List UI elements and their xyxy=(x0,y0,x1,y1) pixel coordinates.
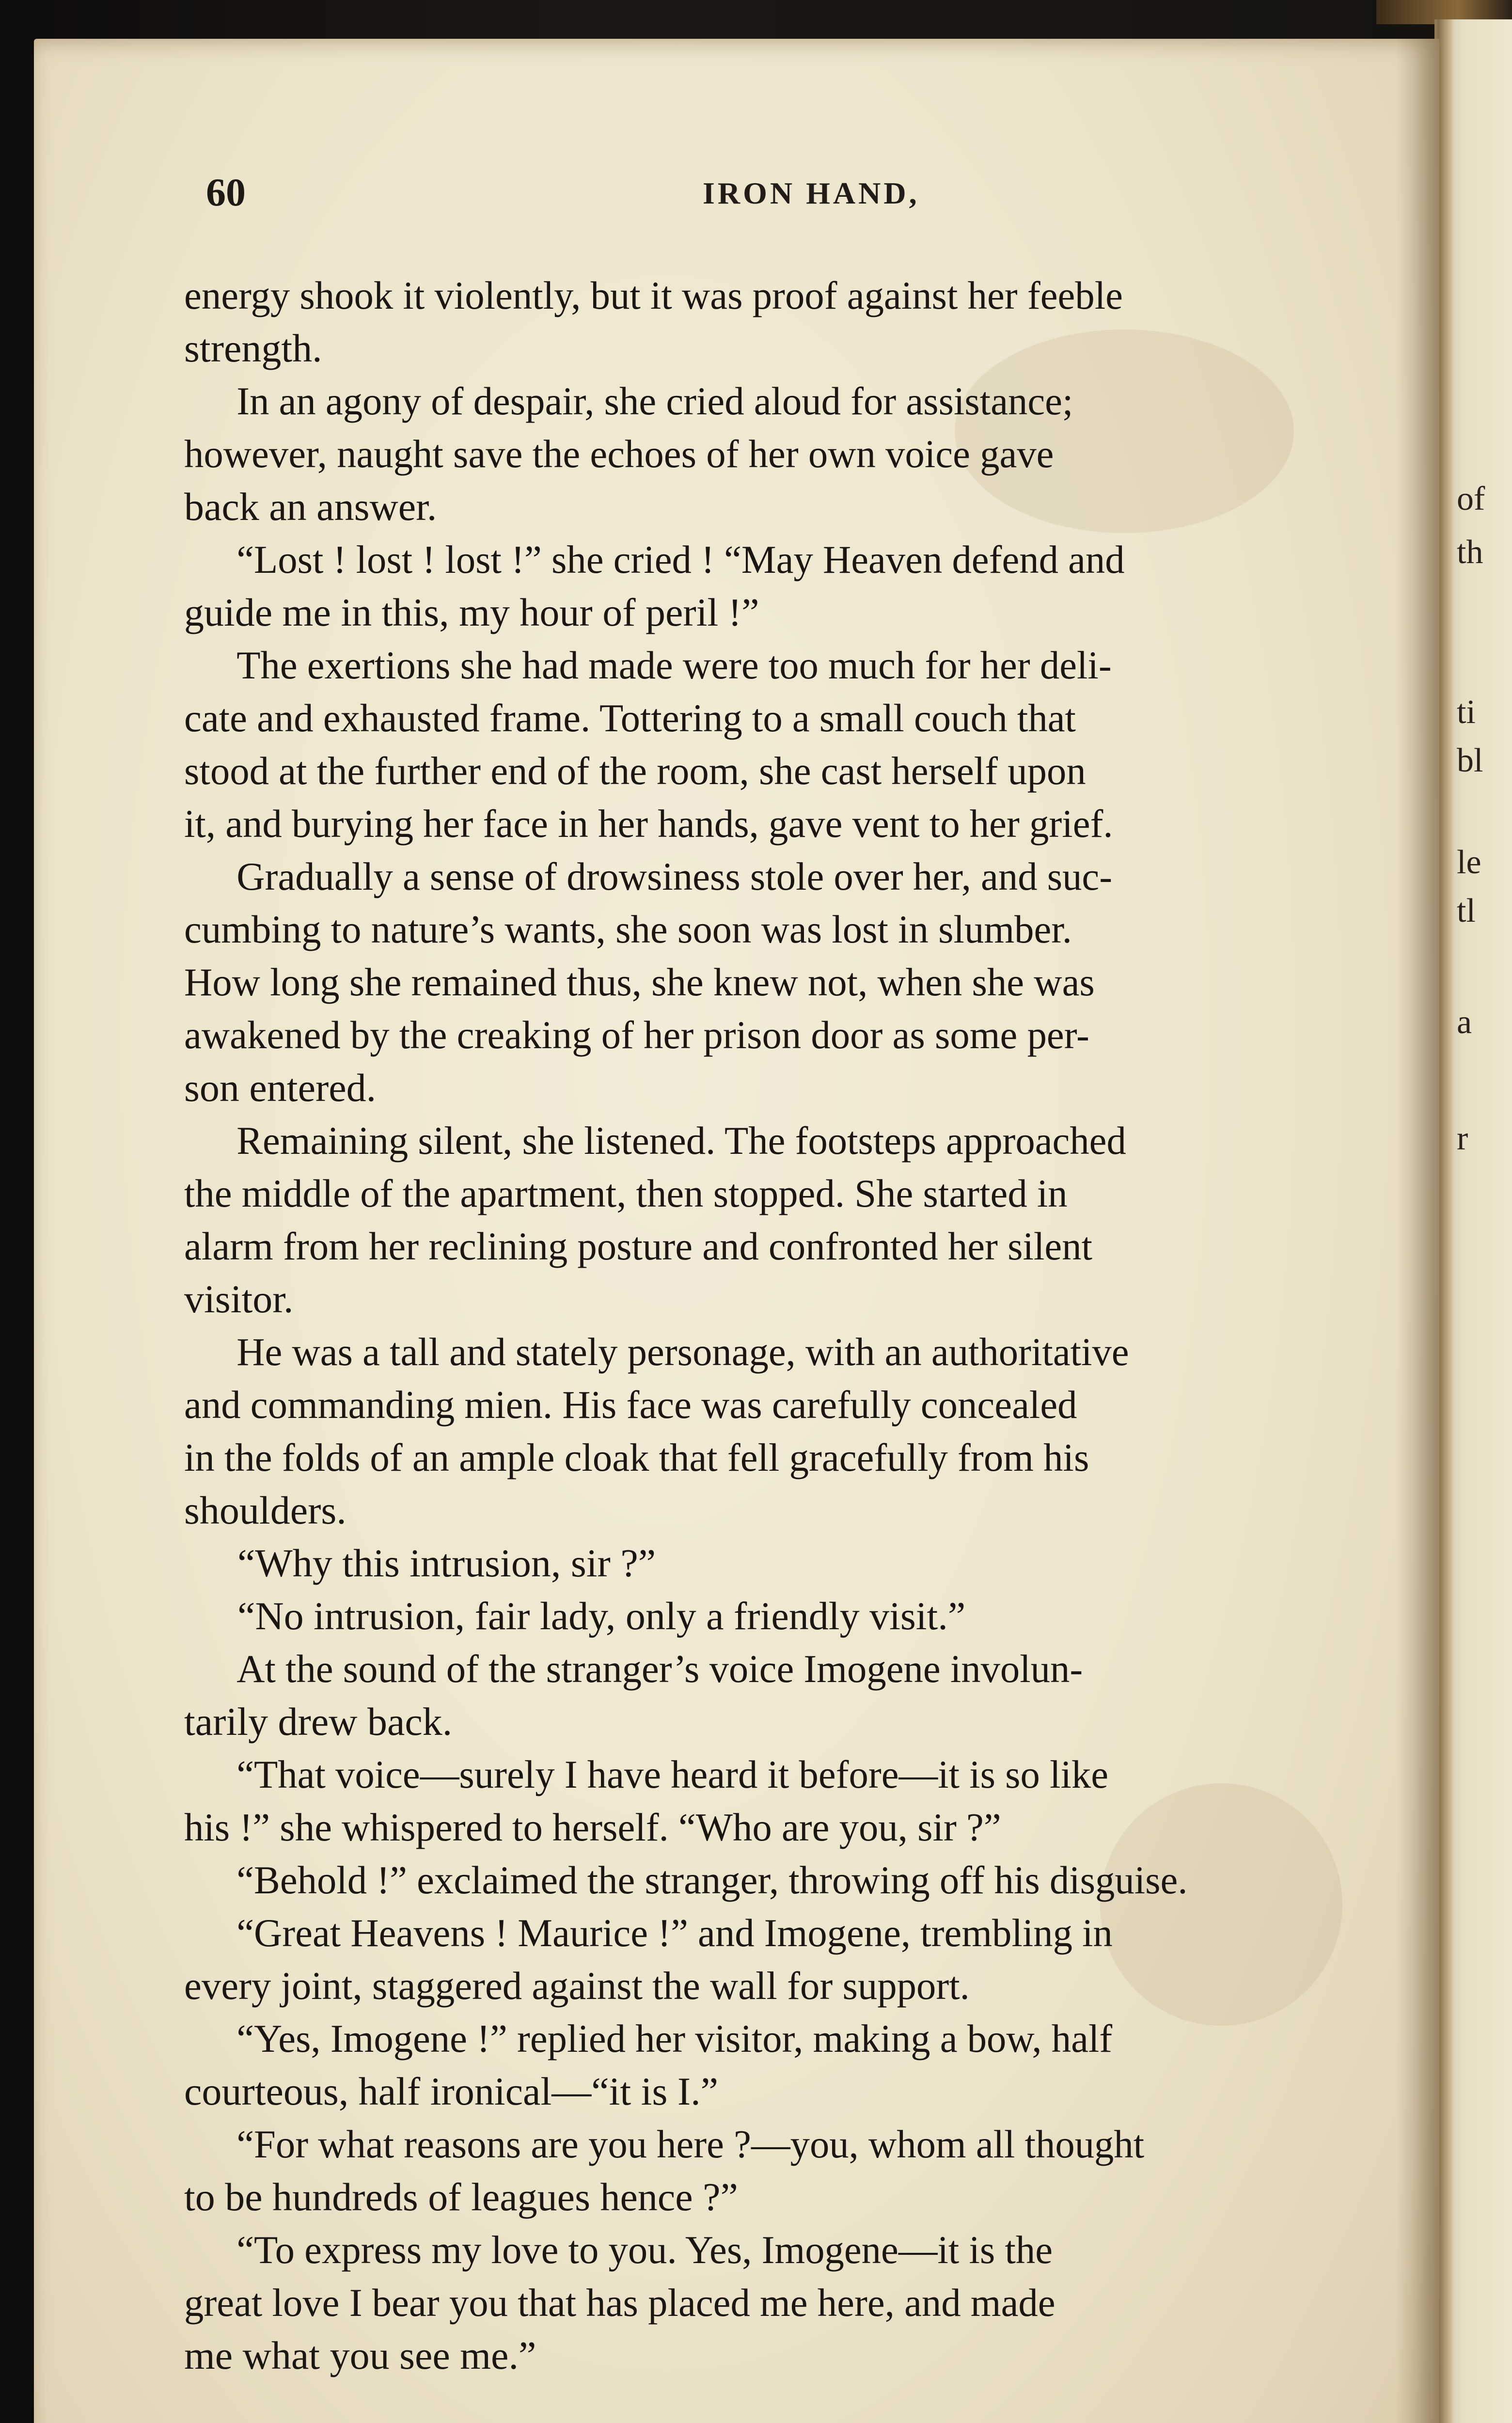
text-line: “No intrusion, fair lady, only a friendly visit.” xyxy=(237,1594,966,1638)
next-page-fragment: r xyxy=(1457,1120,1468,1157)
text-line: “Behold !” exclaimed the stranger, throwing off his disguise. xyxy=(236,1858,1188,1902)
text-line: however, naught save the echoes of her own voice gave xyxy=(184,432,1054,476)
text-line: cate and exhausted frame. Tottering to a small couch that xyxy=(184,696,1076,740)
text-line: cumbing to nature’s wants, she soon was lost in slumber. xyxy=(184,907,1072,951)
text-line: In an agony of despair, she cried aloud for assistance; xyxy=(236,379,1073,423)
text-line: stood at the further end of the room, she cast herself upon xyxy=(184,749,1086,793)
text-line: “That voice—surely I have heard it before—it is so like xyxy=(236,1752,1109,1796)
text-line: to be hundreds of leagues hence ?” xyxy=(184,2175,738,2219)
text-line: “Yes, Imogene !” replied her visitor, making a bow, half xyxy=(236,2016,1113,2061)
next-page-fragment: of xyxy=(1457,480,1485,518)
text-line: his !” she whispered to herself. “Who are you, sir ?” xyxy=(184,1805,1001,1849)
text-line: strength. xyxy=(184,326,322,370)
text-line: “For what reasons are you here ?—you, whom all thought xyxy=(236,2122,1145,2166)
text-line: How long she remained thus, she knew not, when she was xyxy=(184,960,1095,1004)
text-line: and commanding mien. His face was carefully concealed xyxy=(184,1383,1077,1427)
text-line: At the sound of the stranger’s voice Imogene involun- xyxy=(236,1647,1083,1691)
text-line: great love I bear you that has placed me here, and made xyxy=(184,2281,1055,2325)
running-title: IRON HAND, xyxy=(703,176,920,210)
text-line: me what you see me.” xyxy=(184,2333,536,2377)
page-number: 60 xyxy=(206,170,246,214)
text-line: awakened by the creaking of her prison door as some per- xyxy=(184,1013,1089,1057)
next-page-fragment: tl xyxy=(1457,892,1476,929)
body-text xyxy=(184,269,1434,2382)
text-line: shoulders. xyxy=(184,1488,346,1532)
text-line: “Great Heavens ! Maurice !” and Imogene, trembling in xyxy=(236,1911,1113,1955)
text-line: alarm from her reclining posture and confronted her silent xyxy=(184,1224,1093,1268)
text-line: tarily drew back. xyxy=(184,1699,453,1744)
text-line: “To express my love to you. Yes, Imogene—it is the xyxy=(236,2228,1053,2272)
text-line: visitor. xyxy=(184,1277,294,1321)
text-line: He was a tall and stately personage, with an authoritative xyxy=(236,1330,1129,1374)
text-line: every joint, staggered against the wall for support. xyxy=(184,1964,970,2008)
text-line: Remaining silent, she listened. The footsteps approached xyxy=(236,1118,1126,1163)
text-line: in the folds of an ample cloak that fell gracefully from his xyxy=(184,1435,1089,1479)
text-line: The exertions she had made were too much for her deli- xyxy=(236,643,1112,687)
text-line: son entered. xyxy=(184,1066,377,1110)
text-line: “Lost ! lost ! lost !” she cried ! “May Heaven defend and xyxy=(236,537,1125,582)
next-page-fragment: ti xyxy=(1457,693,1476,731)
running-head xyxy=(34,170,1439,218)
text-line: Gradually a sense of drowsiness stole over her, and suc- xyxy=(236,854,1113,898)
text-line: it, and burying her face in her hands, gave vent to her grief. xyxy=(184,802,1113,846)
next-page-fragment: th xyxy=(1457,534,1483,571)
next-page-edge xyxy=(1434,19,1512,2423)
next-page-fragment: le xyxy=(1457,844,1481,881)
next-page-fragment: a xyxy=(1457,1004,1472,1041)
text-line: energy shook it violently, but it was proof against her feeble xyxy=(184,273,1123,317)
text-line: back an answer. xyxy=(184,485,437,529)
text-line: “Why this intrusion, sir ?” xyxy=(237,1541,656,1585)
next-page-fragment: bl xyxy=(1457,742,1483,779)
text-line: courteous, half ironical—“it is I.” xyxy=(184,2069,719,2113)
text-line: guide me in this, my hour of peril !” xyxy=(184,590,759,634)
text-line: the middle of the apartment, then stopped. She started in xyxy=(184,1171,1068,1215)
